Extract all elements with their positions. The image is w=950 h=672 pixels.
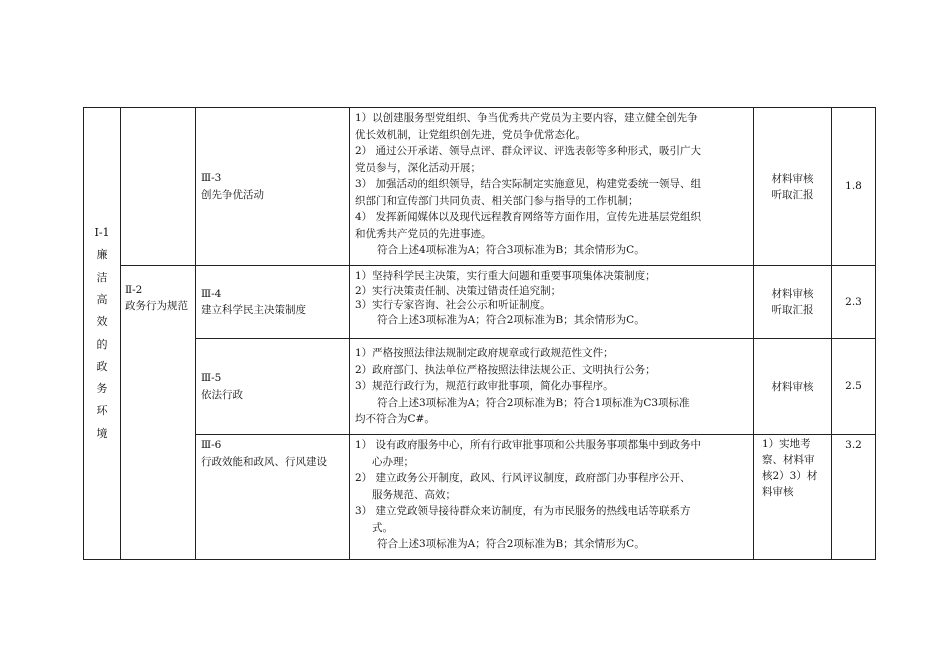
method-line: 核2）3）材 (762, 470, 818, 482)
table-row (84, 435, 876, 560)
item-name: 建立科学民主决策制度 (201, 304, 306, 316)
domain-char: 务 (96, 382, 108, 396)
criteria-line: 3）实行专家咨询、社会公示和听证制度。 (355, 299, 551, 311)
criteria-line: 1）以创建服务型党组织、争当优秀共产党员为主要内容，建立健全创先争 (355, 112, 698, 124)
domain-char: 的 (96, 337, 108, 351)
criteria-line: 织部门和宣传部门共同负责、相关部门参与指导的工作机制； (355, 194, 639, 207)
method-cell (754, 339, 832, 435)
item-name: 依法行政 (201, 388, 243, 401)
domain-char: 效 (96, 315, 108, 329)
criteria-line: 和优秀共产党员的先进事迹。 (355, 227, 492, 240)
criteria-line: 1）坚持科学民主决策，实行重大问题和重要事项集体决策制度； (355, 270, 656, 282)
item-code: Ⅲ-3 (201, 172, 222, 184)
domain-char: 环 (96, 404, 108, 418)
criteria-line: 式。 (372, 521, 393, 534)
domain-char: 境 (96, 426, 108, 440)
criteria-line: 2） 通过公开承诺、领导点评、群众评议、评选表彰等多种形式，吸引广大 (355, 145, 702, 157)
domain-char: 政 (96, 359, 108, 373)
criteria-line: 1） 设有政府服务中心，所有行政审批事项和公共服务事项都集中到政务中 (355, 439, 702, 451)
criteria-line: 心办理； (372, 455, 414, 468)
score-cell: 1.8 (832, 108, 876, 266)
criteria-line: 3） 建立党政领导接待群众来访制度，有为市民服务的热线电话等联系方 (355, 505, 691, 517)
criteria-line: 2）政府部门、执法单位严格按照法律法规公正、文明执行公务； (355, 363, 656, 376)
score-cell: 3.2 (832, 435, 876, 560)
method-line: 材料审核 (771, 288, 814, 300)
criteria-summary: 符合上述3项标准为A；符合2项标准为B；其余情形为C。 (377, 313, 645, 326)
item-cell (196, 435, 350, 560)
criteria-summary: 符合上述3项标准为A；符合2项标准为B；其余情形为C。 (377, 538, 645, 550)
domain-char: 廉 (96, 248, 108, 262)
item-cell (196, 339, 350, 435)
criteria-line: 党员参与，深化活动开展； (355, 161, 481, 174)
criteria-line: 2） 建立政务公开制度，政风、行风评议制度，政府部门办事程序公开、 (355, 472, 691, 484)
domain-code: Ⅰ-1 (94, 226, 110, 240)
subdomain-cell (121, 266, 196, 560)
criteria-cell (350, 108, 754, 266)
criteria-line: 3）规范行政行为，规范行政审批事项，简化办事程序。 (355, 380, 614, 392)
item-cell (196, 266, 350, 339)
table-row (84, 266, 876, 339)
criteria-summary-tail: 均不符合为C#。 (355, 413, 435, 425)
method-line: 材料审核 (771, 172, 814, 185)
criteria-line: 1）严格按照法律法规制定政府规章或行政规范性文件； (355, 347, 614, 359)
method-line: 听取汇报 (771, 188, 814, 201)
method-cell (754, 435, 832, 560)
domain-char: 高 (96, 292, 108, 306)
criteria-summary: 符合上述4项标准为A；符合3项标准为B；其余情形为C。 (377, 244, 645, 256)
criteria-line: 服务规范、高效； (372, 488, 456, 501)
criteria-line: 优长效机制，让党组织创先进，党员争优常态化。 (355, 128, 586, 141)
subdomain-code: Ⅱ-2 (125, 284, 143, 296)
domain-char: 洁 (96, 270, 108, 284)
item-name: 创先争优活动 (201, 188, 264, 201)
score-cell: 2.5 (832, 339, 876, 435)
subdomain-empty-cell (121, 108, 196, 266)
domain-cell (84, 108, 121, 560)
item-cell (196, 108, 350, 266)
criteria-line: 3） 加强活动的组织领导，结合实际制定实施意见，构建党委统一领导、组 (355, 178, 702, 190)
method-line: 材料审核 (771, 380, 814, 393)
table-row (84, 108, 876, 266)
method-line: 1）实地考 (762, 438, 811, 450)
method-line: 听取汇报 (771, 304, 814, 316)
method-cell (754, 266, 832, 339)
criteria-line: 2）实行决策责任制、决策过错责任追究制； (355, 284, 562, 297)
method-line: 料审核 (762, 486, 794, 498)
method-line: 察、材料审 (762, 454, 815, 466)
subdomain-name: 政务行为规范 (125, 300, 188, 312)
evaluation-criteria-table (83, 107, 876, 560)
criteria-cell (350, 339, 754, 435)
criteria-line: 4） 发挥新闻媒体以及现代远程教育网络等方面作用，宣传先进基层党组织 (355, 211, 702, 223)
criteria-cell (350, 266, 754, 339)
score-cell: 2.3 (832, 266, 876, 339)
item-code: Ⅲ-5 (201, 372, 222, 384)
criteria-summary: 符合上述3项标准为A；符合2项标准为B；符合1项标准为C3项标准 (377, 396, 690, 409)
item-code: Ⅲ-4 (201, 287, 222, 300)
item-code: Ⅲ-6 (201, 439, 222, 451)
criteria-cell (350, 435, 754, 560)
table-row (84, 339, 876, 435)
item-name: 行政效能和政风、行风建设 (201, 455, 327, 468)
method-cell (754, 108, 832, 266)
